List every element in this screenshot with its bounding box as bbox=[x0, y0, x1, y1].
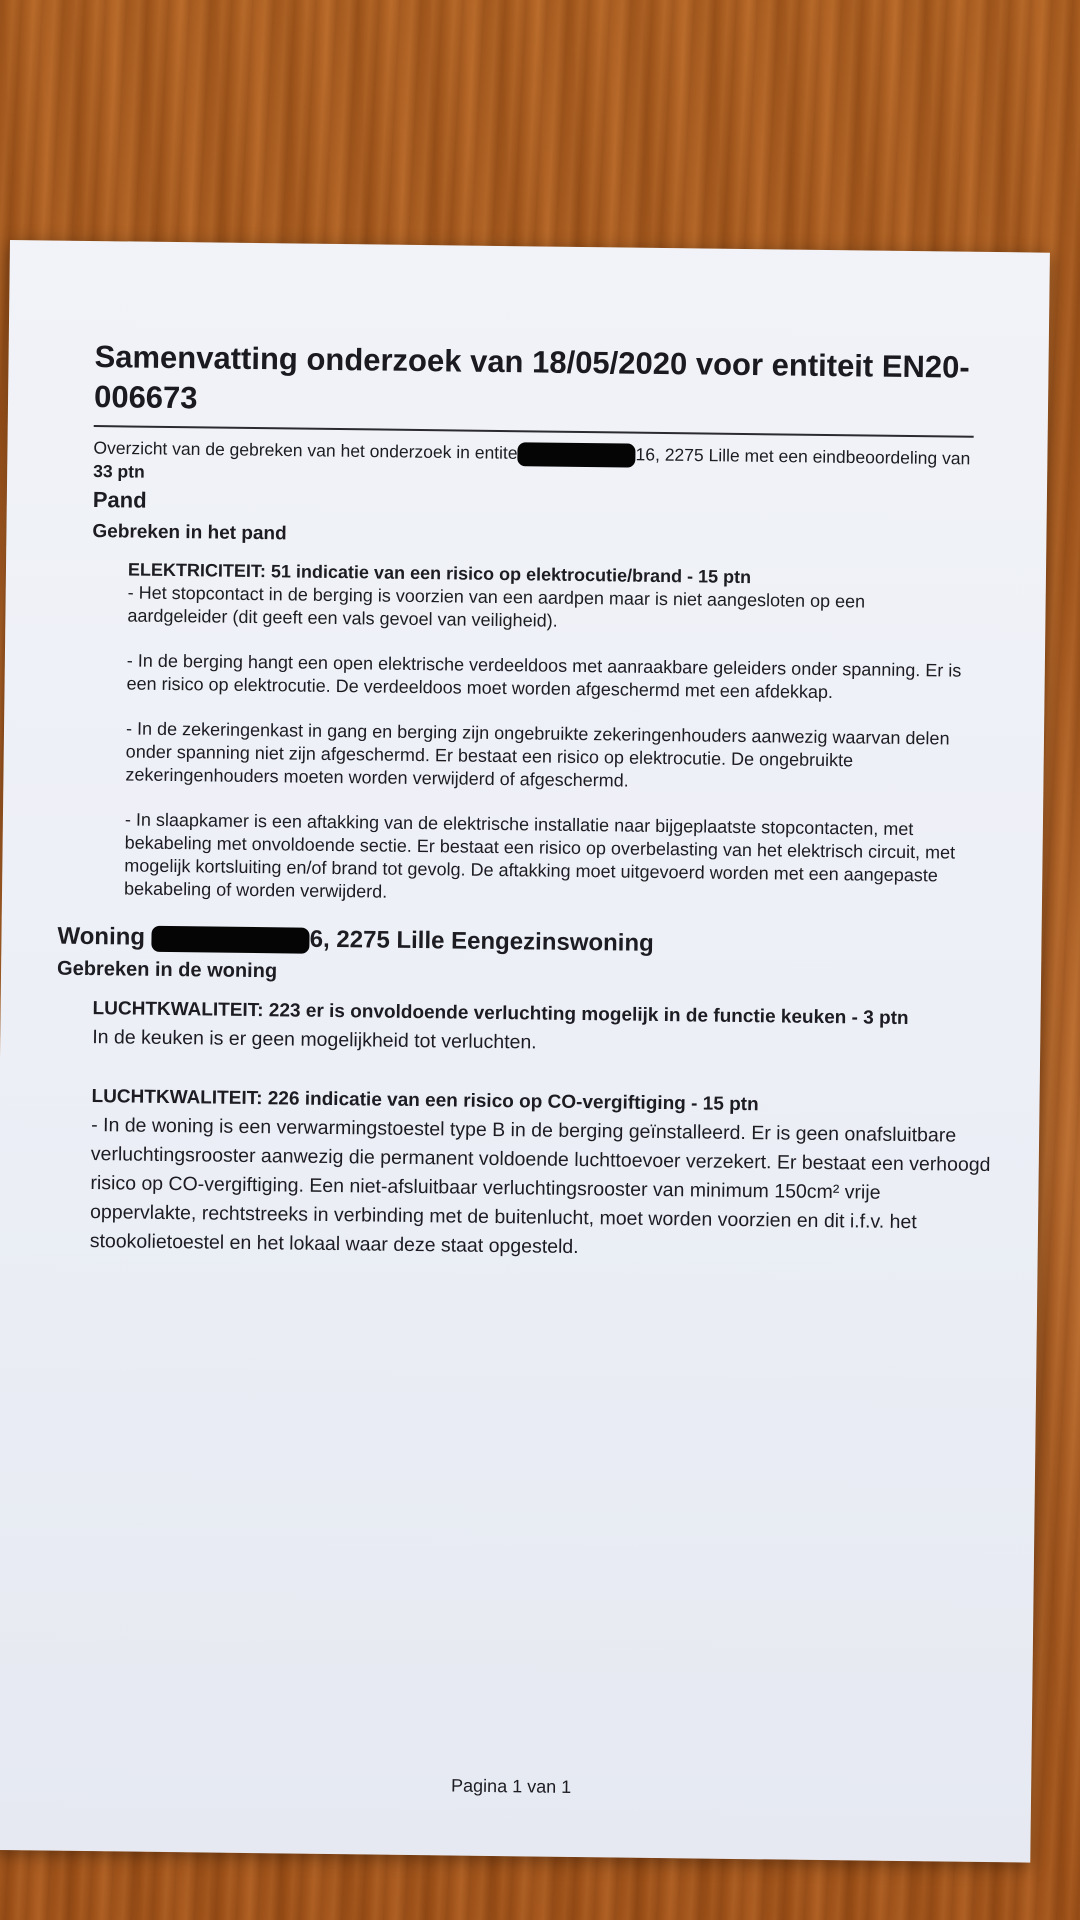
defect-paragraph: - In de zekeringenkast in gang en berging zijn ongebruikte zekeringenhouders aanwezig waarvan delen onder spanning niet zijn afgeschermd. Er bestaat een risico op elektrocutie. De ongebruikte zekeringenhouders moeten worden verwijderd of afgeschermd. bbox=[125, 718, 950, 791]
woning-title-suffix: 6, 2275 Lille Eengezinswoning bbox=[309, 925, 654, 957]
defect-elektriciteit bbox=[124, 558, 968, 910]
defect-paragraph: - In de woning is een verwarmingstoestel type B in de berging geïnstalleerd. Er is geen onafsluitbare verluchtingsrooster aanwezig die permanent voldoende luchttoevoer verzekert. Er bestaat een verhoogd risico op CO-vergiftiging. Een niet-afsluitbaar verluchtingsrooster van minimum 150cm² vrije oppervlakte, rechtstreeks in verbinding met de buitenlucht, moet worden voorzien en dit i.f.v. het stookolietoestel en het lokaal waar deze staat opgesteld. bbox=[89, 1114, 991, 1259]
defect-heading: LUCHTKWALITEIT: 223 er is onvoldoende verluchting mogelijk in de functie keuken - 3 ptn bbox=[92, 998, 909, 1030]
defect-paragraph: - In slaapkamer is een aftakking van de elektrische installatie naar bijgeplaatste stopcontacten, met bekabeling met onvoldoende sectie. Er bestaat een risico op overbelasting van het elektrisch circuit, met mogelijk kortsluiting en/of brand tot gevolg. De aftakking moet uitgevoerd worden met een aangepaste bekabeling of worden verwijderd. bbox=[123, 809, 956, 902]
overview-text bbox=[93, 437, 973, 493]
pand-title: Pand bbox=[92, 487, 147, 513]
defect-paragraph: - Het stopcontact in de berging is voorzien van een aardpen maar is niet aangesloten op een aardgeleider (dit geeft een vals gevoel van veiligheid). bbox=[127, 582, 866, 631]
redaction-mark bbox=[152, 925, 310, 953]
document-title: Samenvatting onderzoek van 18/05/2020 voor entiteit EN20-006673 bbox=[93, 339, 970, 416]
defect-heading: ELEKTRICITEIT: 51 indicatie van een risico op elektrocutie/brand - 15 ptn bbox=[127, 559, 752, 588]
page-number: Pagina 1 van 1 bbox=[450, 1775, 572, 1797]
overview-prefix: Overzicht van de gebreken van het onderzoek in entite bbox=[93, 437, 518, 463]
woning-section bbox=[54, 922, 991, 1267]
document-content bbox=[56, 337, 991, 1297]
defect-luchtkwaliteit-226 bbox=[90, 1082, 992, 1267]
overview-score: 33 ptn bbox=[93, 461, 145, 482]
document-page bbox=[0, 240, 1050, 1863]
defect-luchtkwaliteit-223 bbox=[92, 994, 993, 1063]
defect-paragraph: In de keuken is er geen mogelijkheid tot verluchten. bbox=[92, 1026, 537, 1054]
defect-paragraph: - In de berging hangt een open elektrische verdeeldoos met aanraakbare geleiders onder spanning. Er is een risico op elektrocutie. De verdeeldoos moet worden afgeschermd met een afdekkap. bbox=[126, 650, 962, 703]
overview-suffix: 16, 2275 Lille met een eindbeoordeling van bbox=[635, 444, 971, 469]
pand-subtitle: Gebreken in het pand bbox=[92, 521, 287, 545]
title-divider bbox=[94, 425, 974, 438]
woning-subtitle: Gebreken in de woning bbox=[56, 957, 278, 983]
redaction-mark bbox=[517, 442, 635, 467]
defect-heading: LUCHTKWALITEIT: 226 indicatie van een risico op CO-vergiftiging - 15 ptn bbox=[91, 1086, 759, 1116]
woning-title-prefix: Woning bbox=[57, 922, 152, 951]
